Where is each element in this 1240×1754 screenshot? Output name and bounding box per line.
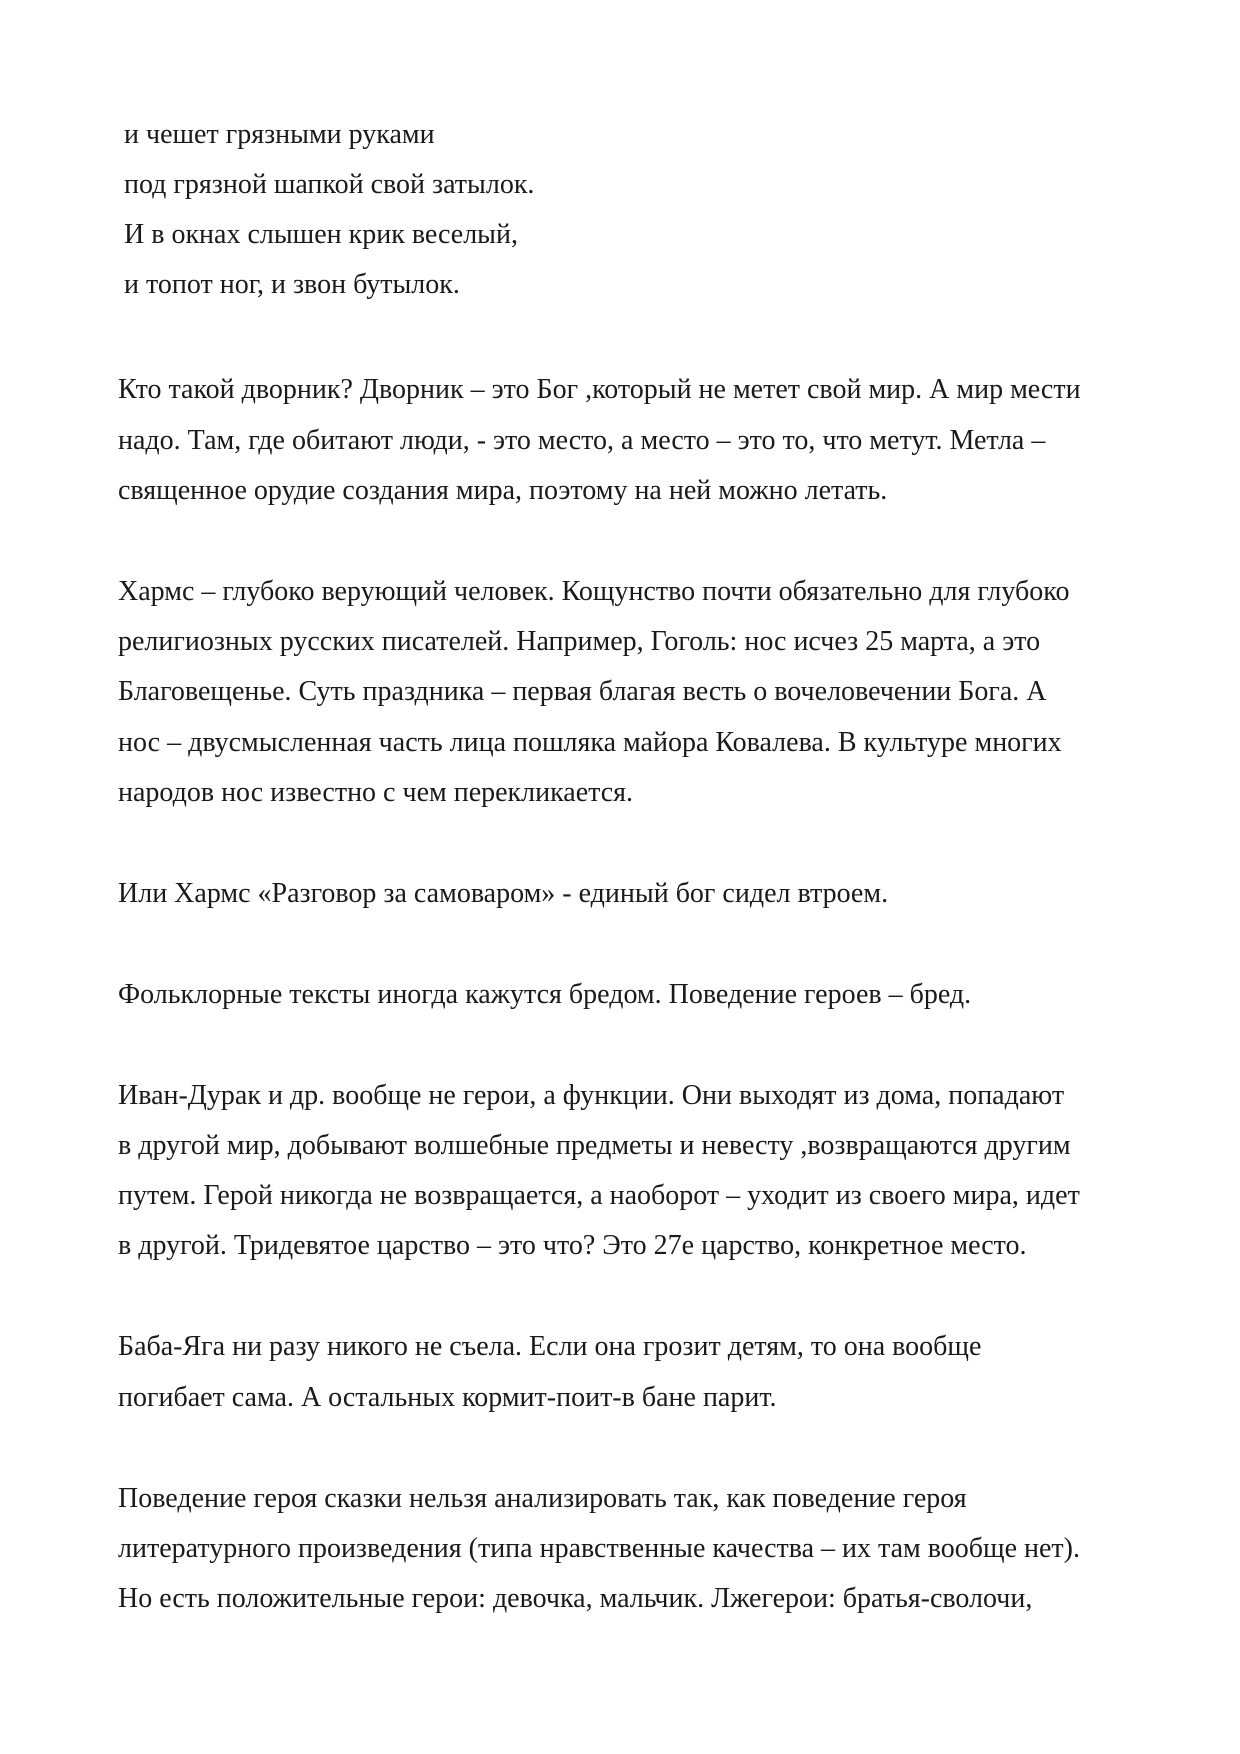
paragraph-line: литературного произведения (типа нравственные качества – их там вообще нет). (118, 1533, 1080, 1564)
paragraph-line: в другой мир, добывают волшебные предметы и невесту ,возвращаются другим (118, 1130, 1071, 1161)
paragraph-line: погибает сама. А остальных кормит-поит-в бане парит. (118, 1382, 777, 1413)
paragraph-line: народов нос известно с чем перекликается. (118, 777, 634, 808)
paragraph-line: нос – двусмысленная часть лица пошляка майора Ковалева. В культуре многих (118, 727, 1062, 758)
poem-line: И в окнах слышен крик веселый, (124, 219, 518, 250)
paragraph-line: Фольклорные тексты иногда кажутся бредом. Поведение героев – бред. (118, 979, 972, 1010)
paragraph-line: надо. Там, где обитают люди, - это место, а место – это то, что метут. Метла – (118, 425, 1046, 456)
paragraph-line: Иван-Дурак и др. вообще не герои, а функции. Они выходят из дома, попадают (118, 1080, 1065, 1111)
paragraph-line: путем. Герой никогда не возвращается, а наоборот – уходит из своего мира, идет (118, 1180, 1080, 1211)
paragraph-line: религиозных русских писателей. Например, Гоголь: нос исчез 25 марта, а это (118, 626, 1041, 657)
paragraph-line: Баба-Яга ни разу никого не съела. Если она грозит детям, то она вообще (118, 1331, 982, 1362)
poem-line: и топот ног, и звон бутылок. (124, 269, 460, 300)
poem-line: под грязной шапкой свой затылок. (124, 169, 535, 200)
paragraph-line: Кто такой дворник? Дворник – это Бог ,который не метет свой мир. А мир мести (118, 374, 1081, 405)
paragraph-line: Благовещенье. Суть праздника – первая благая весть о вочеловечении Бога. А (118, 676, 1047, 707)
poem-line: и чешет грязными руками (124, 119, 435, 150)
paragraph-line: Или Хармс «Разговор за самоваром» - единый бог сидел втроем. (118, 878, 889, 909)
paragraph-line: в другой. Тридевятое царство – это что? Это 27е царство, конкретное место. (118, 1230, 1027, 1261)
paragraph-line: Поведение героя сказки нельзя анализировать так, как поведение героя (118, 1483, 967, 1514)
paragraph-line: Но есть положительные герои: девочка, мальчик. Лжегерои: братья-сволочи, (118, 1583, 1033, 1614)
paragraph-line: священное орудие создания мира, поэтому на ней можно летать. (118, 475, 888, 506)
paragraph-line: Хармс – глубоко верующий человек. Кощунство почти обязательно для глубоко (118, 576, 1070, 607)
